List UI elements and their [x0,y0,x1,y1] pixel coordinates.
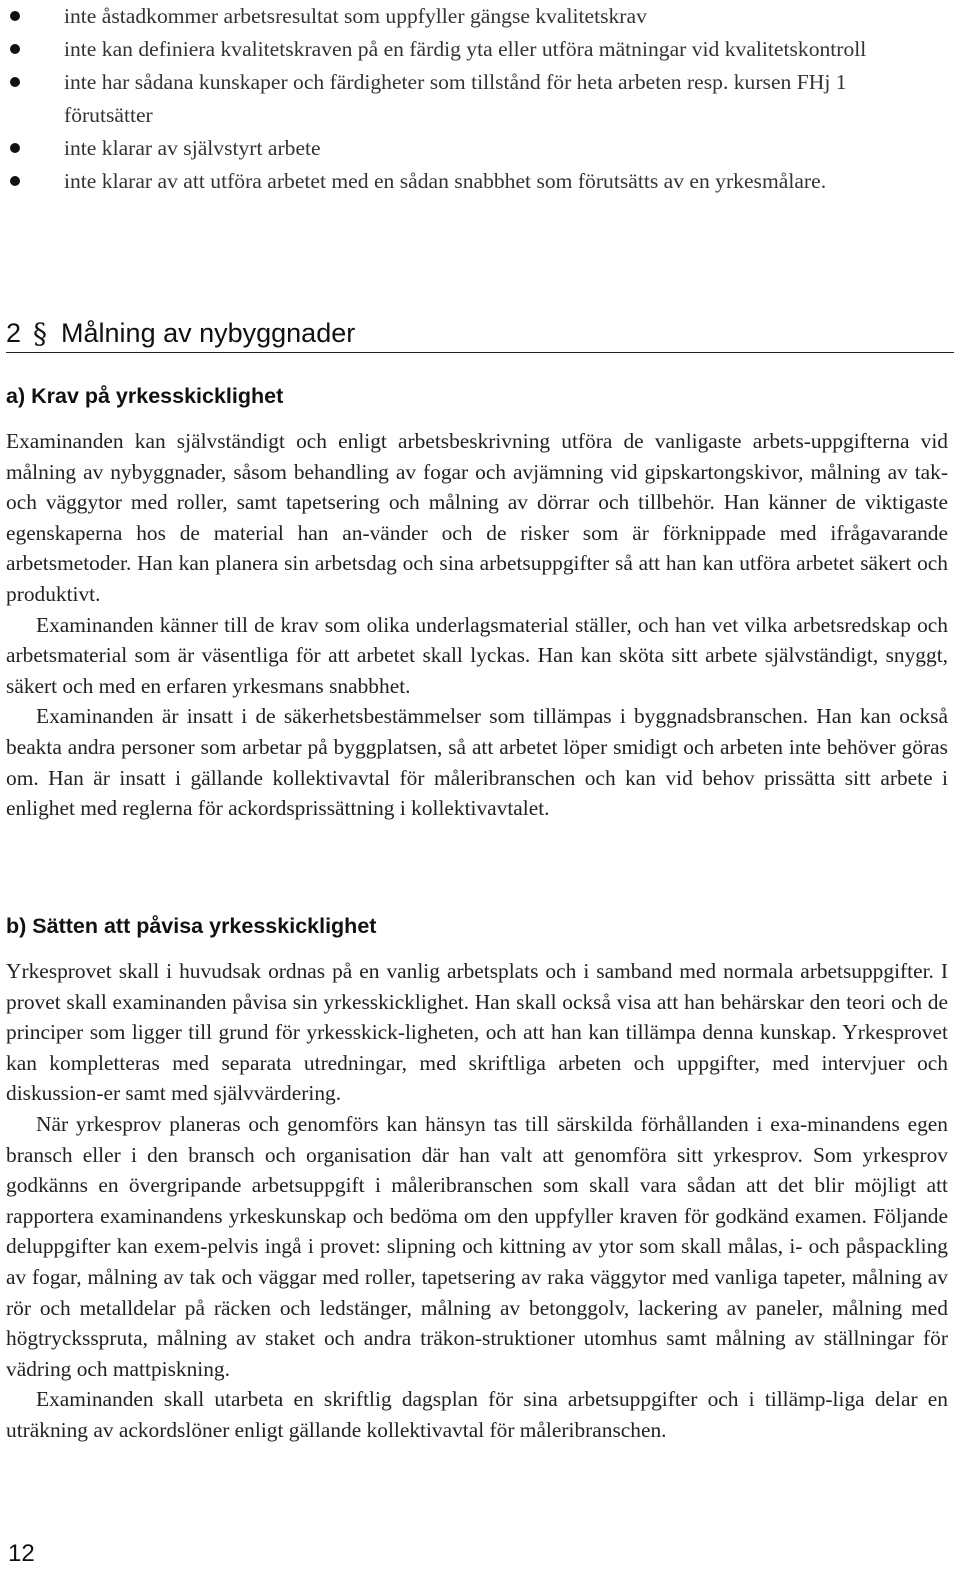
bullet-list [0,0,940,198]
bullet-icon [10,77,20,87]
page-number: 12 [8,1540,35,1567]
list-item-text: inte har sådana kunskaper och färdigheter som tillstånd för heta arbeten resp. kursen FHj 1 förutsätter [64,70,847,127]
bullet-icon [10,143,20,153]
list-item [0,33,940,66]
paragraph: Yrkesprovet skall i huvudsak ordnas på en vanlig arbetsplats och i samband med normala arbetsuppgifter. I provet skall examinanden påvisa sin yrkesskicklighet. Han skall också visa att han behärskar den teori och de principer som ligger till grund för yrkesskick-ligheten, och att han kan tillämpa denna kunskap. Yrkesprovet kan kompletteras med separata utredningar, med skriftliga arbeten och uppgifter, med intervjuer och diskussion-er samt med självvärdering. [6,959,948,1106]
list-item-text: inte kan definiera kvalitetskraven på en färdig yta eller utföra mätningar vid kvalitetskontroll [64,37,867,61]
bullet-icon [10,176,20,186]
paragraph: Examinanden känner till de krav som olika underlagsmaterial ställer, och han vet vilka arbetsredskap och arbetsmaterial som är väsentliga för att arbetet skall lyckas. Han kan sköta sitt arbete självständigt, snyggt, säkert och med en erfaren yrkesmans snabbhet. [6,612,948,698]
methods-text [6,956,948,1446]
paragraph: När yrkesprov planeras och genomförs kan hänsyn tas till särskilda förhållanden i exa-minandens egen bransch eller i den bransch och organisation där han valt att genomföra sitt yrkesprov. Som yrkesprov godkänns en övergripande arbetsuppgift i måleribranschen som skall vara sådan att det blir möjligt att rapportera examinandens yrkeskunskap och bedöma om den uppfyller kraven för godkänd examen. Följande deluppgifter kan exem-pelvis ingå i provet: slipning och kittning av ytor som skall målas, i- och påspackling av fogar, målning av tak och väggar med roller, tapetsering av raka väggytor med vanliga tapeter, målning av rör och metalldelar på räcken och ledstänger, målning av betonggolv, lackering av paneler, målning med högtrycksspruta, målning av staket och andra träkon-struktioner utomhus samt målning av ställningar för vädring och mattpiskning. [6,1111,948,1381]
bullet-icon [10,44,20,54]
list-item [0,165,940,198]
list-item-text: inte klarar av att utföra arbetet med en sådan snabbhet som förutsätts av en yrkesmålare. [64,169,827,193]
list-item [0,66,940,132]
section-title: Målning av nybyggnader [61,317,356,348]
bullet-icon [10,11,20,21]
subheading-requirements: a) Krav på yrkesskicklighet [6,384,284,408]
list-item [0,132,940,165]
section-number: 2 [6,317,22,348]
list-item-text: inte åstadkommer arbetsresultat som uppfyller gängse kvalitetskrav [64,4,647,28]
section-heading [6,314,954,353]
subheading-methods: b) Sätten att påvisa yrkesskicklighet [6,914,377,938]
list-item [0,0,940,33]
section-symbol: § [33,316,48,350]
paragraph: Examinanden är insatt i de säkerhetsbestämmelser som tillämpas i byggnadsbranschen. Han kan också beakta andra personer som arbetar på byggplatsen, så att arbetet löper smidigt och arbeten inte behöver göras om. Han är insatt i gällande kollektivavtal för måleribranschen och kan vid behov prissätta sitt arbete i enlighet med reglerna för ackordsprissättning i kollektivavtalet. [6,704,948,821]
paragraph: Examinanden kan självständigt och enligt arbetsbeskrivning utföra de vanligaste arbets-uppgifterna vid målning av nybyggnader, såsom behandling av fogar och avjämning vid gipskartongskivor, målning av tak- och väggytor med roller, samt tapetsering och målning av dörrar och tillbehör. Han känner de viktigaste egenskaperna hos de material han an-vänder och de risker som är förknippade med ifrågavarande arbetsmetoder. Han kan planera sin arbetsdag och sina arbetsuppgifter så att han kan utföra arbetet säkert och produktivt. [6,429,948,606]
list-item-text: inte klarar av självstyrt arbete [64,136,321,160]
paragraph: Examinanden skall utarbeta en skriftlig dagsplan för sina arbetsuppgifter och i tillämp-liga delar en uträkning av ackordslöner enligt gällande kollektivavtal för måleribranschen. [6,1387,948,1442]
requirements-text [6,426,948,824]
